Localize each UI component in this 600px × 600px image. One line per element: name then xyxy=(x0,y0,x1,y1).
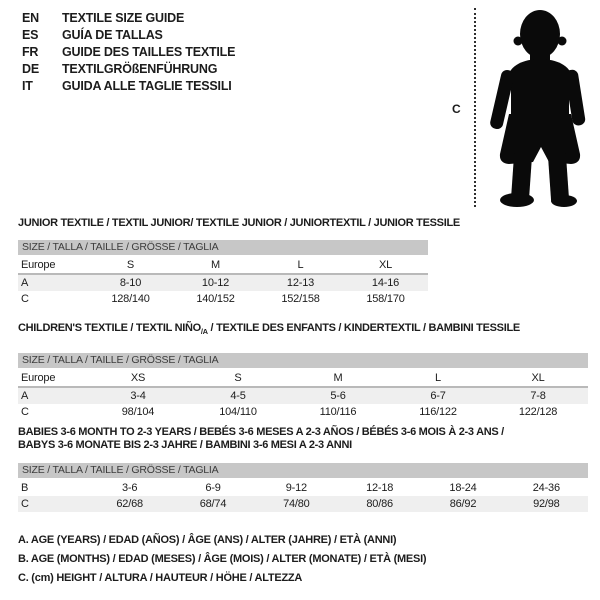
table-title xyxy=(18,426,588,452)
table-cell: L xyxy=(435,372,441,385)
row-label-cell: C xyxy=(21,498,29,510)
table-cell: 14-16 xyxy=(371,277,400,289)
size-header-bar: SIZE / TALLA / TAILLE / GRÖSSE / TAGLIA xyxy=(18,240,428,255)
lang-row-de xyxy=(22,61,235,78)
language-title-list xyxy=(22,10,235,95)
row-label-cell: Europe xyxy=(21,372,56,385)
row-label-cell: A xyxy=(21,390,29,403)
table-cell: 12-18 xyxy=(366,482,394,494)
table-cell: 6-9 xyxy=(205,482,221,494)
table-row xyxy=(18,257,428,275)
table-row xyxy=(18,291,428,307)
table-children xyxy=(18,322,588,420)
table-row xyxy=(18,275,428,291)
table-cell: 10-12 xyxy=(201,277,230,289)
table-cell: 86/92 xyxy=(449,498,477,510)
table-cell: 98/104 xyxy=(121,406,155,419)
lang-title: TEXTILE SIZE GUIDE xyxy=(62,11,185,25)
table-junior xyxy=(18,217,460,307)
row-label-cell: C xyxy=(21,293,29,305)
row-label-cell: B xyxy=(21,482,29,494)
table-cell: XS xyxy=(130,372,146,385)
table-cell: M xyxy=(333,372,343,385)
lang-row-es xyxy=(22,27,235,44)
lang-row-it xyxy=(22,78,235,95)
table-cell: L xyxy=(297,259,304,271)
table-cell: S xyxy=(126,259,135,271)
lang-code: IT xyxy=(22,79,33,93)
lang-title: GUÍA DE TALLAS xyxy=(62,28,163,42)
table-title-subscript: /A xyxy=(200,327,208,337)
lang-row-en xyxy=(22,10,235,27)
lang-title: GUIDE DES TAILLES TEXTILE xyxy=(62,45,236,59)
table-cell: 3-6 xyxy=(122,482,138,494)
table-cell: 9-12 xyxy=(285,482,307,494)
table-title-text: / TEXTILE DES ENFANTS / KINDERTEXTIL / BAMBINI TESSILE xyxy=(207,322,520,334)
row-label-cell: C xyxy=(21,406,29,419)
table-cell: 62/68 xyxy=(116,498,143,510)
table-cell: 8-10 xyxy=(119,277,142,289)
table-title-line1: BABIES 3-6 MONTH TO 2-3 YEARS / BEBÉS 3-6 MESES A 2-3 AÑOS / BÉBÉS 3-6 MOIS À 2-3 ANS / xyxy=(18,426,504,438)
table-cell: S xyxy=(234,372,242,385)
table-cell: 24-36 xyxy=(532,482,560,494)
table-row xyxy=(18,480,588,496)
table-cell: 152/158 xyxy=(281,293,320,305)
lang-title: TEXTILGRÖßENFÜHRUNG xyxy=(62,62,218,76)
table-cell: 116/122 xyxy=(419,406,457,419)
table-row xyxy=(18,404,588,420)
footnote-c: C. (cm) HEIGHT / ALTURA / HAUTEUR / HÖHE / ALTEZZA xyxy=(18,572,303,584)
footnote-b: B. AGE (MONTHS) / EDAD (MESES) / ÂGE (MOIS) / ALTER (MONATE) / ETÀ (MESI) xyxy=(18,553,427,565)
size-header-bar: SIZE / TALLA / TAILLE / GRÖSSE / TAGLIA xyxy=(18,463,588,478)
row-label-cell: Europe xyxy=(21,259,56,271)
lang-code: EN xyxy=(22,11,39,25)
table-cell: XL xyxy=(378,259,393,271)
table-babies xyxy=(18,426,588,512)
row-label-cell: A xyxy=(21,277,29,289)
lang-code: FR xyxy=(22,45,39,59)
footnote-a: A. AGE (YEARS) / EDAD (AÑOS) / ÂGE (ANS) / ALTER (JAHRE) / ETÀ (ANNI) xyxy=(18,534,397,546)
table-cell: 68/74 xyxy=(199,498,227,510)
table-cell: 128/140 xyxy=(111,293,150,305)
table-cell: 92/98 xyxy=(533,498,560,510)
table-title-text: CHILDREN'S TEXTILE / TEXTIL NIÑO xyxy=(18,322,201,334)
table-cell: 18-24 xyxy=(449,482,477,494)
table-row xyxy=(18,370,588,388)
lang-title: GUIDA ALLE TAGLIE TESSILI xyxy=(62,79,232,93)
table-title: JUNIOR TEXTILE / TEXTIL JUNIOR/ TEXTILE JUNIOR / JUNIORTEXTIL / JUNIOR TESSILE xyxy=(18,217,460,229)
table-cell: 110/116 xyxy=(319,406,357,419)
table-cell: 104/110 xyxy=(219,406,257,419)
table-title-line2: BABYS 3-6 MONATE BIS 2-3 JAHRE / BAMBINI 3-6 MESI A 2-3 ANNI xyxy=(18,439,352,451)
lang-code: ES xyxy=(22,28,39,42)
table-cell: 7-8 xyxy=(530,390,546,403)
table-row xyxy=(18,388,588,404)
table-cell: 122/128 xyxy=(518,406,558,419)
table-cell: 5-6 xyxy=(330,390,346,403)
lang-code: DE xyxy=(22,62,39,76)
table-row xyxy=(18,496,588,512)
height-measure-label: C xyxy=(452,102,461,116)
table-cell: 74/80 xyxy=(283,498,310,510)
lang-row-fr xyxy=(22,44,235,61)
table-cell: XL xyxy=(531,372,545,385)
table-cell: 140/152 xyxy=(196,293,235,305)
legend-footnotes xyxy=(18,531,426,588)
table-title xyxy=(18,322,588,338)
table-cell: 4-5 xyxy=(230,390,246,403)
table-cell: 12-13 xyxy=(286,277,315,289)
table-cell: M xyxy=(211,259,220,271)
baby-silhouette-icon xyxy=(487,4,592,208)
height-measure-line xyxy=(474,8,476,207)
size-header-bar: SIZE / TALLA / TAILLE / GRÖSSE / TAGLIA xyxy=(18,353,588,368)
table-cell: 158/170 xyxy=(366,293,405,305)
table-cell: 80/86 xyxy=(366,498,393,510)
table-cell: 6-7 xyxy=(430,390,446,403)
table-cell: 3-4 xyxy=(130,390,146,403)
